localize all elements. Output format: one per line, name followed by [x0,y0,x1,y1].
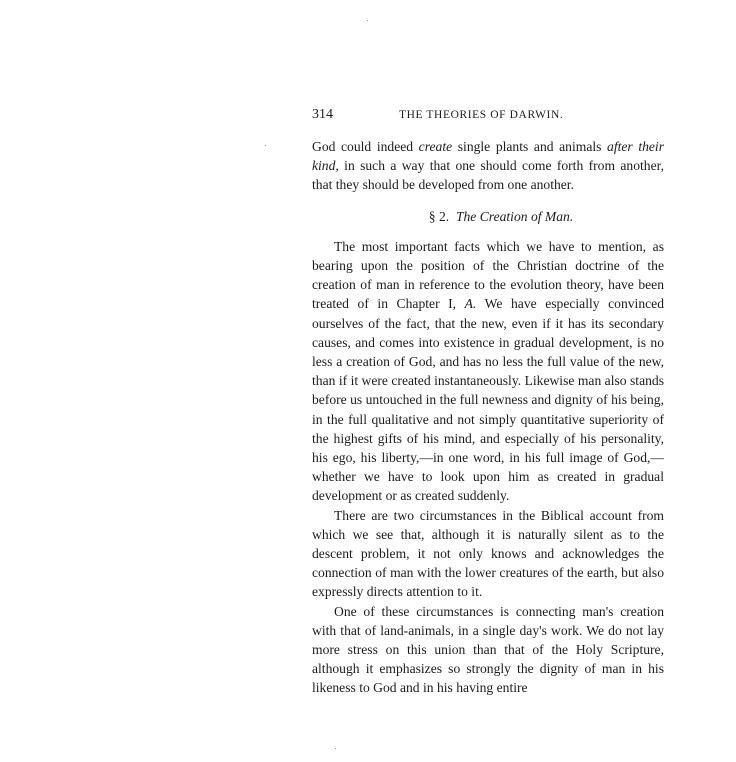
scan-speck [367,20,368,21]
emphasis-text: create [418,139,453,154]
paragraph-continued [312,137,664,195]
paragraph [312,506,664,602]
paragraph-text: single plants and animals [452,139,608,154]
section-title: The Creation of Man. [455,208,574,224]
running-title: THE THEORIES OF DARWIN. [399,109,564,121]
paragraph [312,602,664,698]
paragraph-text: We have especially convinced ourselves of the fact, that the new, even if it has its secondary causes, and comes into existence in gradual development, is no less a creation of God, and has no less the full value of the new, than if it were created instantaneously. Likewise man also stands before us untouched in the full newness and dignity of his being, in the full qualitative and not simply quantitative superiority of the highest gifts of his mind, and especially of his personality, his ego, his liberty,—in one word, in his full image of God,—whether we have to look upon him as created in gradual development or as created suddenly. [312,296,664,504]
page-body [312,137,664,698]
scan-speck [335,748,336,749]
paragraph-text: One of these circumstances is connecting man's creation with that of land-animals, in a single day's work. We do not lay more stress on this union than that of the Holy Scripture, although it emphasizes so strongly the dignity of man in his likeness to God and in his having entire [312,603,664,696]
emphasis-text: after their kind, [312,139,665,174]
paragraph-text: There are two circumstances in the Biblical account from which we see that, although it is naturally silent as to the descent problem, it not only knows and acknowledges the connection of man with the lower creatures of the earth, but also expressly directs attention to it. [312,507,664,600]
paragraph-text: in such a way that one should come forth from another, that they should be developed from one another. [312,158,664,193]
emphasis-text: A. [464,296,477,312]
running-head [312,104,664,126]
paragraph [312,237,664,506]
paragraph-text: God could indeed [312,139,419,154]
book-page [312,104,664,698]
section-heading [312,207,664,226]
page-number: 314 [312,107,333,122]
scan-speck [265,145,266,146]
paragraph-text: The most important facts which we have to mention, as bearing upon the position of the Christian doctrine of the creation of man in reference to the evolution theory, have been treated of in Chapter I, [312,238,664,312]
section-number: § 2. [428,208,450,224]
